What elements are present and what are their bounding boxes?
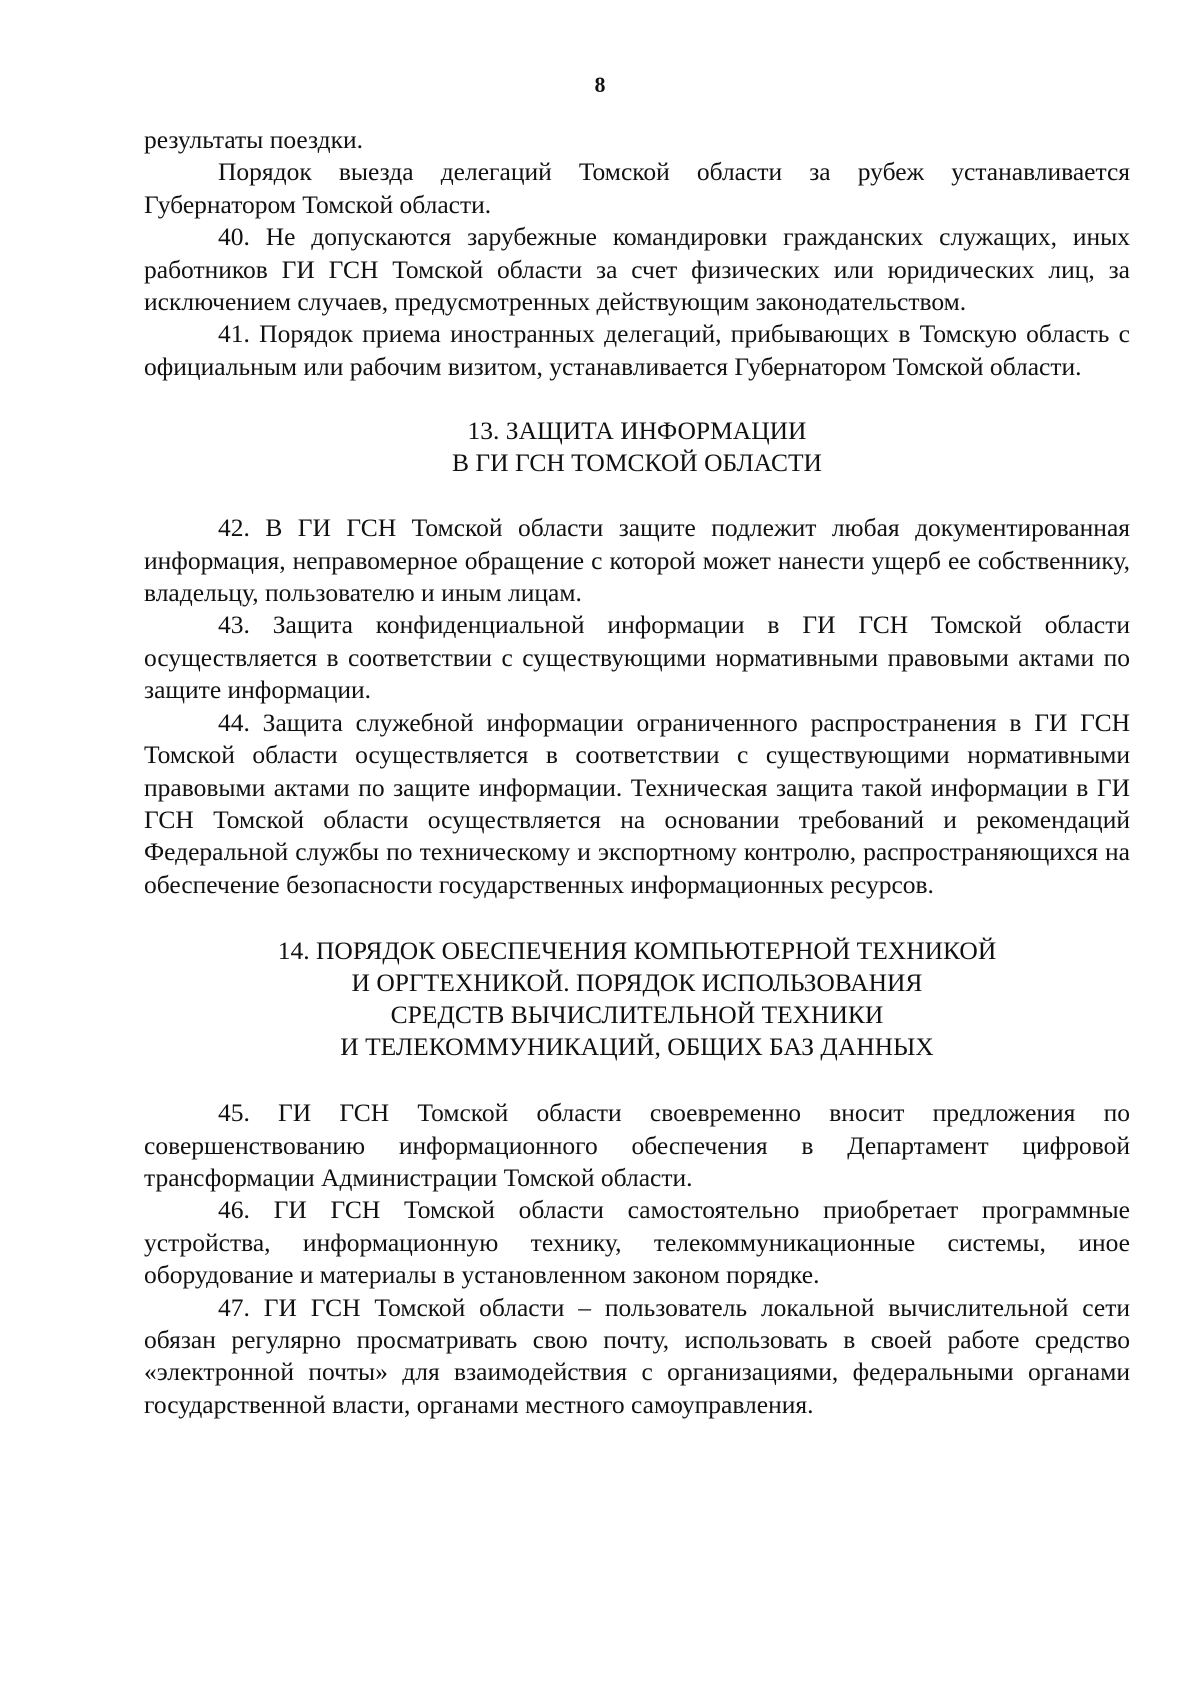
section-13-heading-line-1: 13. ЗАЩИТА ИНФОРМАЦИИ [467,416,807,446]
paragraph-40: 40. Не допускаются зарубежные командировки гражданских служащих, иных работников ГИ ГСН Томской области за счет физических или юридических лиц, за исключением случаев, предусмотренных действующим законодательством. [144,222,1130,317]
paragraph-47: 47. ГИ ГСН Томской области – пользователь локальной вычислительной сети обязан регулярно просматривать свою почту, использовать в своей работе средство «электронной почты» для взаимодействия с организациями, федеральными органами государственной власти, органами местного самоуправления. [144,1292,1130,1419]
paragraph-continuation: результаты поездки. [144,125,364,154]
section-14-heading [144,935,1130,1063]
paragraph-43: 43. Защита конфиденциальной информации в ГИ ГСН Томской области осуществляется в соответствии с существующими нормативными правовыми актами по защите информации. [144,610,1130,705]
paragraph-41: 41. Порядок приема иностранных делегаций, прибывающих в Томскую область с официальным или рабочим визитом, устанавливается Губернатором Томской области. [144,319,1130,381]
section-13-heading [144,415,1130,479]
paragraph-44: 44. Защита служебной информации ограниченного распространения в ГИ ГСН Томской области осуществляется в соответствии с существующими нормативными правовыми актами по защите информации. Техническая защита такой информации в ГИ ГСН Томской области осуществляется на основании требований и рекомендаций Федеральной службы по техническому и экспортному контролю, распространяющихся на обеспечение безопасности государственных информационных ресурсов. [144,707,1130,899]
section-14-heading-line-2: И ОРГТЕХНИКОЙ. ПОРЯДОК ИСПОЛЬЗОВАНИЯ [351,968,923,998]
paragraph-45: 45. ГИ ГСН Томской области своевременно вносит предложения по совершенствованию информационного обеспечения в Департамент цифровой трансформации Администрации Томской области. [144,1098,1130,1192]
section-14-heading-line-3: СРЕДСТВ ВЫЧИСЛИТЕЛЬНОЙ ТЕХНИКИ [390,1000,884,1030]
section-13-heading-line-2: В ГИ ГСН ТОМСКОЙ ОБЛАСТИ [452,448,822,478]
page-number: 8 [594,72,606,97]
document-body [144,124,1130,1421]
paragraph-delegation-order: Порядок выезда делегаций Томской области за рубеж устанавливается Губернатором Томской области. [144,157,1130,219]
paragraph-46: 46. ГИ ГСН Томской области самостоятельно приобретает программные устройства, информационную технику, телекоммуникационные системы, иное оборудование и материалы в установленном законом порядке. [144,1195,1130,1290]
section-14-heading-line-4: И ТЕЛЕКОММУНИКАЦИЙ, ОБЩИХ БАЗ ДАННЫХ [340,1032,934,1062]
paragraph-42: 42. В ГИ ГСН Томской области защите подлежит любая документированная информация, неправомерное обращение с которой может нанести ущерб ее собственнику, владельцу, пользователю и иным лицам. [144,513,1130,608]
section-14-heading-line-1: 14. ПОРЯДОК ОБЕСПЕЧЕНИЯ КОМПЬЮТЕРНОЙ ТЕХНИКОЙ [277,936,997,966]
